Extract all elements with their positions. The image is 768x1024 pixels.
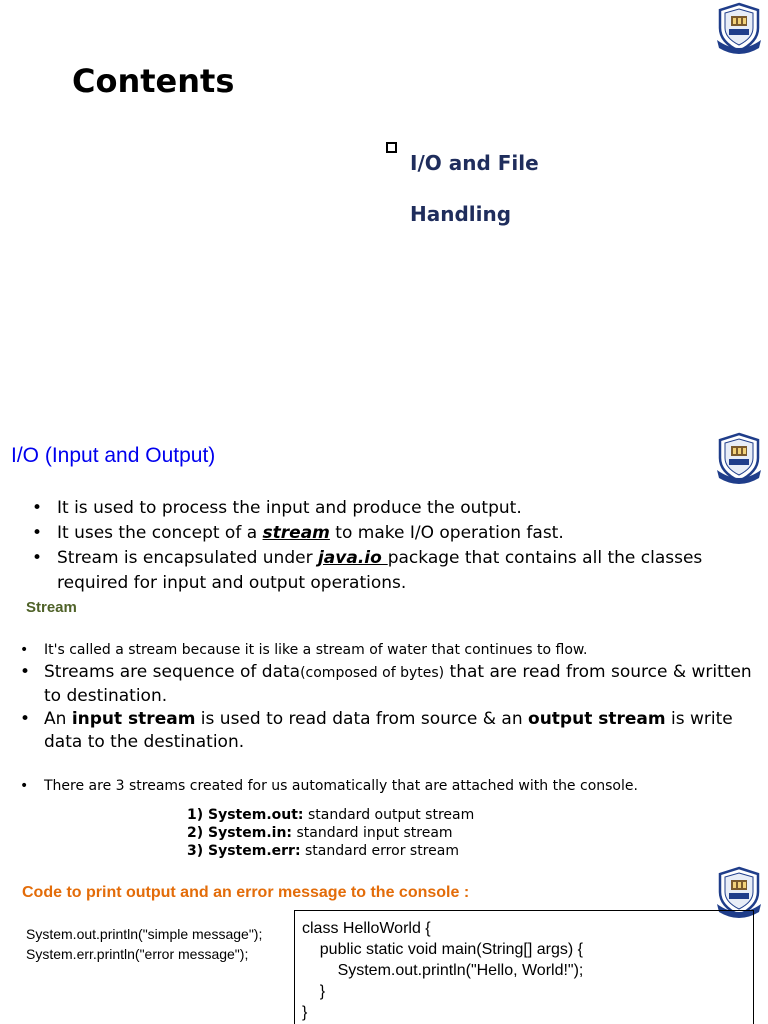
system-streams-list: [187, 806, 474, 860]
list-item: • It's called a stream because it is like a stream of water that continues to flow.: [20, 639, 760, 661]
college-crest-icon: [714, 2, 764, 54]
contents-item-line1: I/O and File: [410, 151, 539, 175]
code-line: System.err.println("error message");: [26, 946, 249, 962]
javaio-keyword: java.io: [317, 548, 388, 568]
list-item: • It uses the concept of a stream to make I/O operation fast.: [30, 521, 730, 546]
list-item: • Stream is encapsulated under java.io package that contains all the classes required for input and output operations.: [30, 546, 730, 596]
code-line: class HelloWorld {: [302, 920, 431, 937]
code-box: [294, 910, 754, 1024]
contents-item-line2: Handling: [410, 202, 512, 226]
slide-contents: [0, 0, 768, 420]
list-item: • There are 3 streams created for us automatically that are attached with the console.: [20, 775, 760, 797]
code-line: }: [302, 1004, 308, 1021]
college-crest-icon: [714, 432, 764, 484]
list-item: • Streams are sequence of data(composed of bytes) that are read from source & written to destination.: [20, 661, 760, 708]
slide-io: [0, 420, 768, 860]
list-item: 1) System.out: standard output stream: [187, 807, 475, 823]
list-item: 3) System.err: standard error stream: [187, 843, 459, 859]
list-item: • An input stream is used to read data from source & an output stream is write data to the destination.: [20, 708, 760, 754]
code-line: System.out.println("simple message");: [26, 926, 263, 942]
slide-code: [0, 860, 768, 1024]
page-title: Contents: [72, 62, 235, 100]
intro-list: [30, 496, 730, 596]
stream-subheading: Stream: [26, 599, 77, 616]
list-item: 2) System.in: standard input stream: [187, 825, 453, 841]
list-item: • It is used to process the input and produce the output.: [30, 496, 730, 521]
code-line: }: [302, 983, 326, 1000]
console-list: [20, 775, 760, 797]
checkbox-bullet-icon: [386, 142, 397, 153]
contents-item: [386, 138, 586, 240]
code-line: public static void main(String[] args) {: [302, 941, 583, 958]
section-title: I/O (Input and Output): [11, 444, 216, 467]
code-line: System.out.println("Hello, World!");: [302, 962, 584, 979]
stream-keyword: stream: [262, 523, 330, 543]
println-examples: [26, 924, 262, 964]
stream-list: [20, 639, 760, 754]
code-section-title: Code to print output and an error message to the console :: [22, 884, 470, 901]
